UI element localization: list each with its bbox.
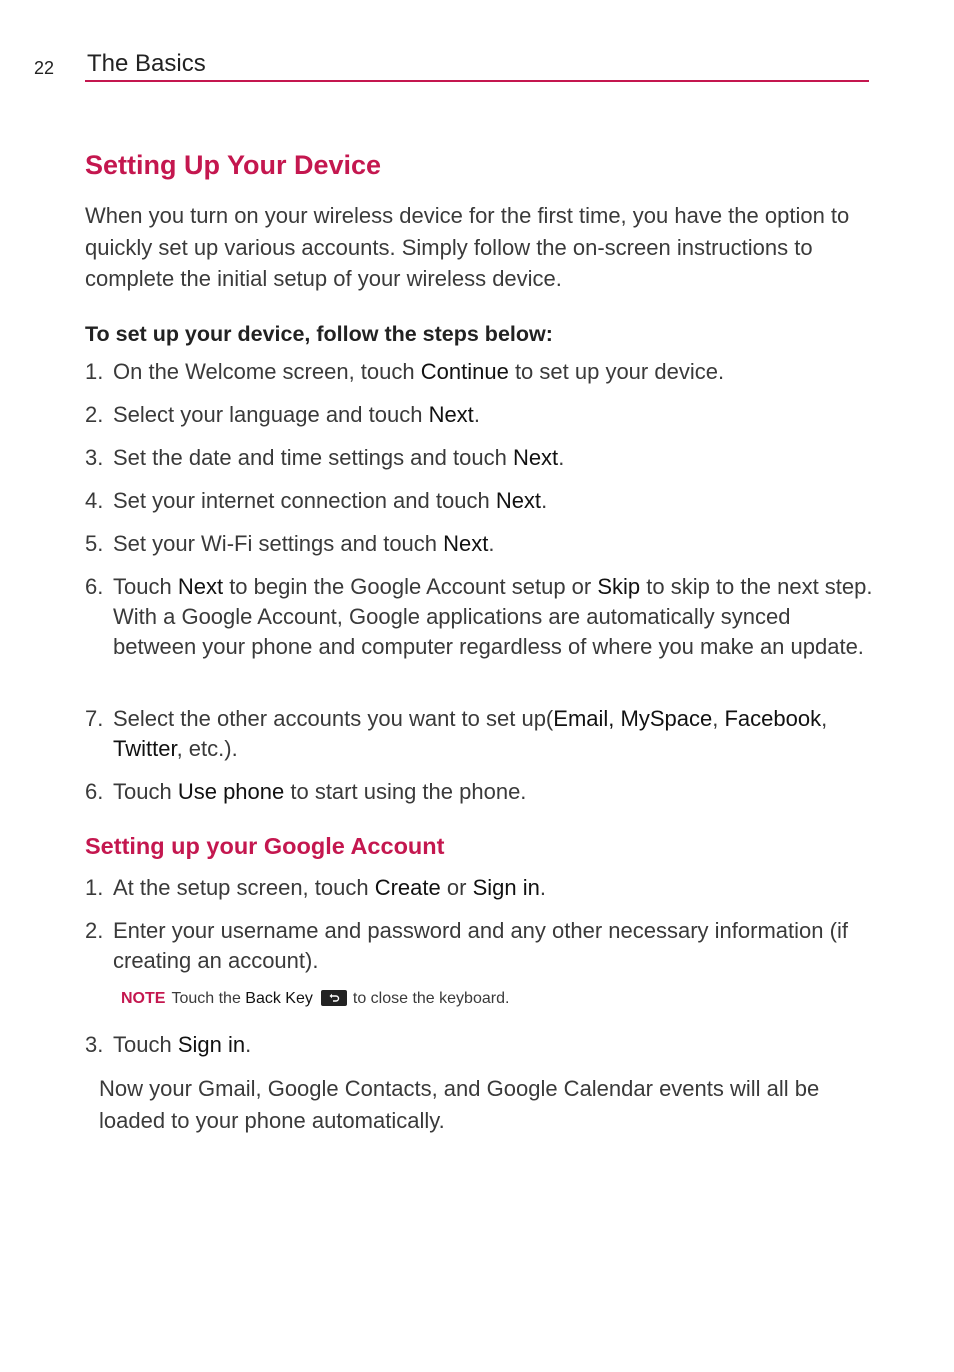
list-item bbox=[85, 916, 875, 976]
ui-term: Skip bbox=[597, 574, 641, 599]
note-text: to close the keyboard. bbox=[352, 990, 510, 1007]
ui-term: Next bbox=[177, 574, 224, 599]
step-text: to skip to the next step. With a Google Account, Google applications are automatically synced between your phone and computer regardless of where you make an update. bbox=[113, 574, 873, 659]
step-text: to start using the phone. bbox=[284, 779, 527, 804]
step-number: 2. bbox=[85, 918, 104, 943]
page-title: Setting Up Your Device bbox=[85, 150, 382, 180]
step-number: 1. bbox=[85, 359, 104, 384]
header-rule bbox=[85, 80, 869, 82]
list-item bbox=[85, 357, 875, 387]
list-item bbox=[85, 443, 875, 473]
list-item bbox=[85, 1030, 875, 1060]
step-text: At the setup screen, touch bbox=[113, 875, 375, 900]
step-text: Set your Wi-Fi settings and touch bbox=[113, 531, 444, 556]
list-item bbox=[85, 777, 875, 807]
step-text: , etc.). bbox=[176, 736, 238, 761]
ui-term: Email, MySpace bbox=[553, 706, 713, 731]
step-number: 3. bbox=[85, 445, 104, 470]
step-text: Select the other accounts you want to set up( bbox=[113, 706, 554, 731]
step-number: 7. bbox=[85, 706, 104, 731]
ui-term: Create bbox=[374, 875, 441, 900]
step-number: 6. bbox=[85, 779, 104, 804]
step-number: 3. bbox=[85, 1032, 104, 1057]
step-text: Set your internet connection and touch bbox=[113, 488, 496, 513]
step-text: Touch bbox=[113, 574, 178, 599]
list-item bbox=[85, 873, 875, 903]
step-text: On the Welcome screen, touch bbox=[113, 359, 421, 384]
section-label: The Basics bbox=[87, 50, 206, 77]
step-text: . bbox=[473, 402, 480, 427]
back-key-icon bbox=[321, 990, 347, 1006]
ui-term: Use phone bbox=[177, 779, 285, 804]
steps-heading: To set up your device, follow the steps below: bbox=[85, 322, 553, 346]
note-text: Touch the bbox=[171, 990, 246, 1007]
list-item bbox=[85, 704, 875, 764]
ui-term: Next bbox=[443, 531, 489, 556]
google-account-heading: Setting up your Google Account bbox=[85, 833, 445, 859]
closing-paragraph: Now your Gmail, Google Contacts, and Google Calendar events will all be loaded to your phone automatically. bbox=[99, 1076, 820, 1133]
step-text: Select your language and touch bbox=[113, 402, 429, 427]
list-item bbox=[85, 486, 875, 516]
step-text: . bbox=[488, 531, 495, 556]
step-text: , bbox=[712, 706, 725, 731]
ui-term: Sign in bbox=[177, 1032, 246, 1057]
step-text: Set the date and time settings and touch bbox=[113, 445, 513, 470]
list-item bbox=[85, 400, 875, 430]
step-number: 5. bbox=[85, 531, 104, 556]
step-text: to begin the Google Account setup or bbox=[223, 574, 598, 599]
note-label: NOTE bbox=[121, 990, 166, 1007]
step-text: or bbox=[440, 875, 473, 900]
ui-term: Next bbox=[495, 488, 542, 513]
ui-term: Next bbox=[512, 445, 559, 470]
step-number: 1. bbox=[85, 875, 104, 900]
ui-term: Continue bbox=[420, 359, 509, 384]
step-text: . bbox=[245, 1032, 252, 1057]
intro-paragraph: When you turn on your wireless device for the first time, you have the option to quickly set up various accounts. Simply follow the on-screen instructions to complete the initial setup of your wireless device. bbox=[85, 203, 850, 291]
ui-term: Sign in bbox=[472, 875, 540, 900]
ui-term: Twitter bbox=[113, 736, 177, 761]
ui-term: Facebook bbox=[724, 706, 822, 731]
step-text: Enter your username and password and any other necessary information (if creating an account). bbox=[113, 918, 848, 973]
step-number: 4. bbox=[85, 488, 104, 513]
note bbox=[121, 990, 509, 1008]
step-text: . bbox=[541, 488, 548, 513]
list-item bbox=[85, 572, 875, 662]
step-text: . bbox=[539, 875, 546, 900]
step-text: Touch bbox=[113, 1032, 178, 1057]
ui-term: Next bbox=[428, 402, 474, 427]
step-text: . bbox=[558, 445, 565, 470]
step-text: to set up your device. bbox=[508, 359, 725, 384]
ui-term: Back Key bbox=[245, 990, 313, 1007]
step-text: , bbox=[821, 706, 828, 731]
page-number: 22 bbox=[34, 58, 55, 78]
step-text: Touch bbox=[113, 779, 178, 804]
step-number: 6. bbox=[85, 574, 104, 599]
step-number: 2. bbox=[85, 402, 104, 427]
list-item bbox=[85, 529, 875, 559]
